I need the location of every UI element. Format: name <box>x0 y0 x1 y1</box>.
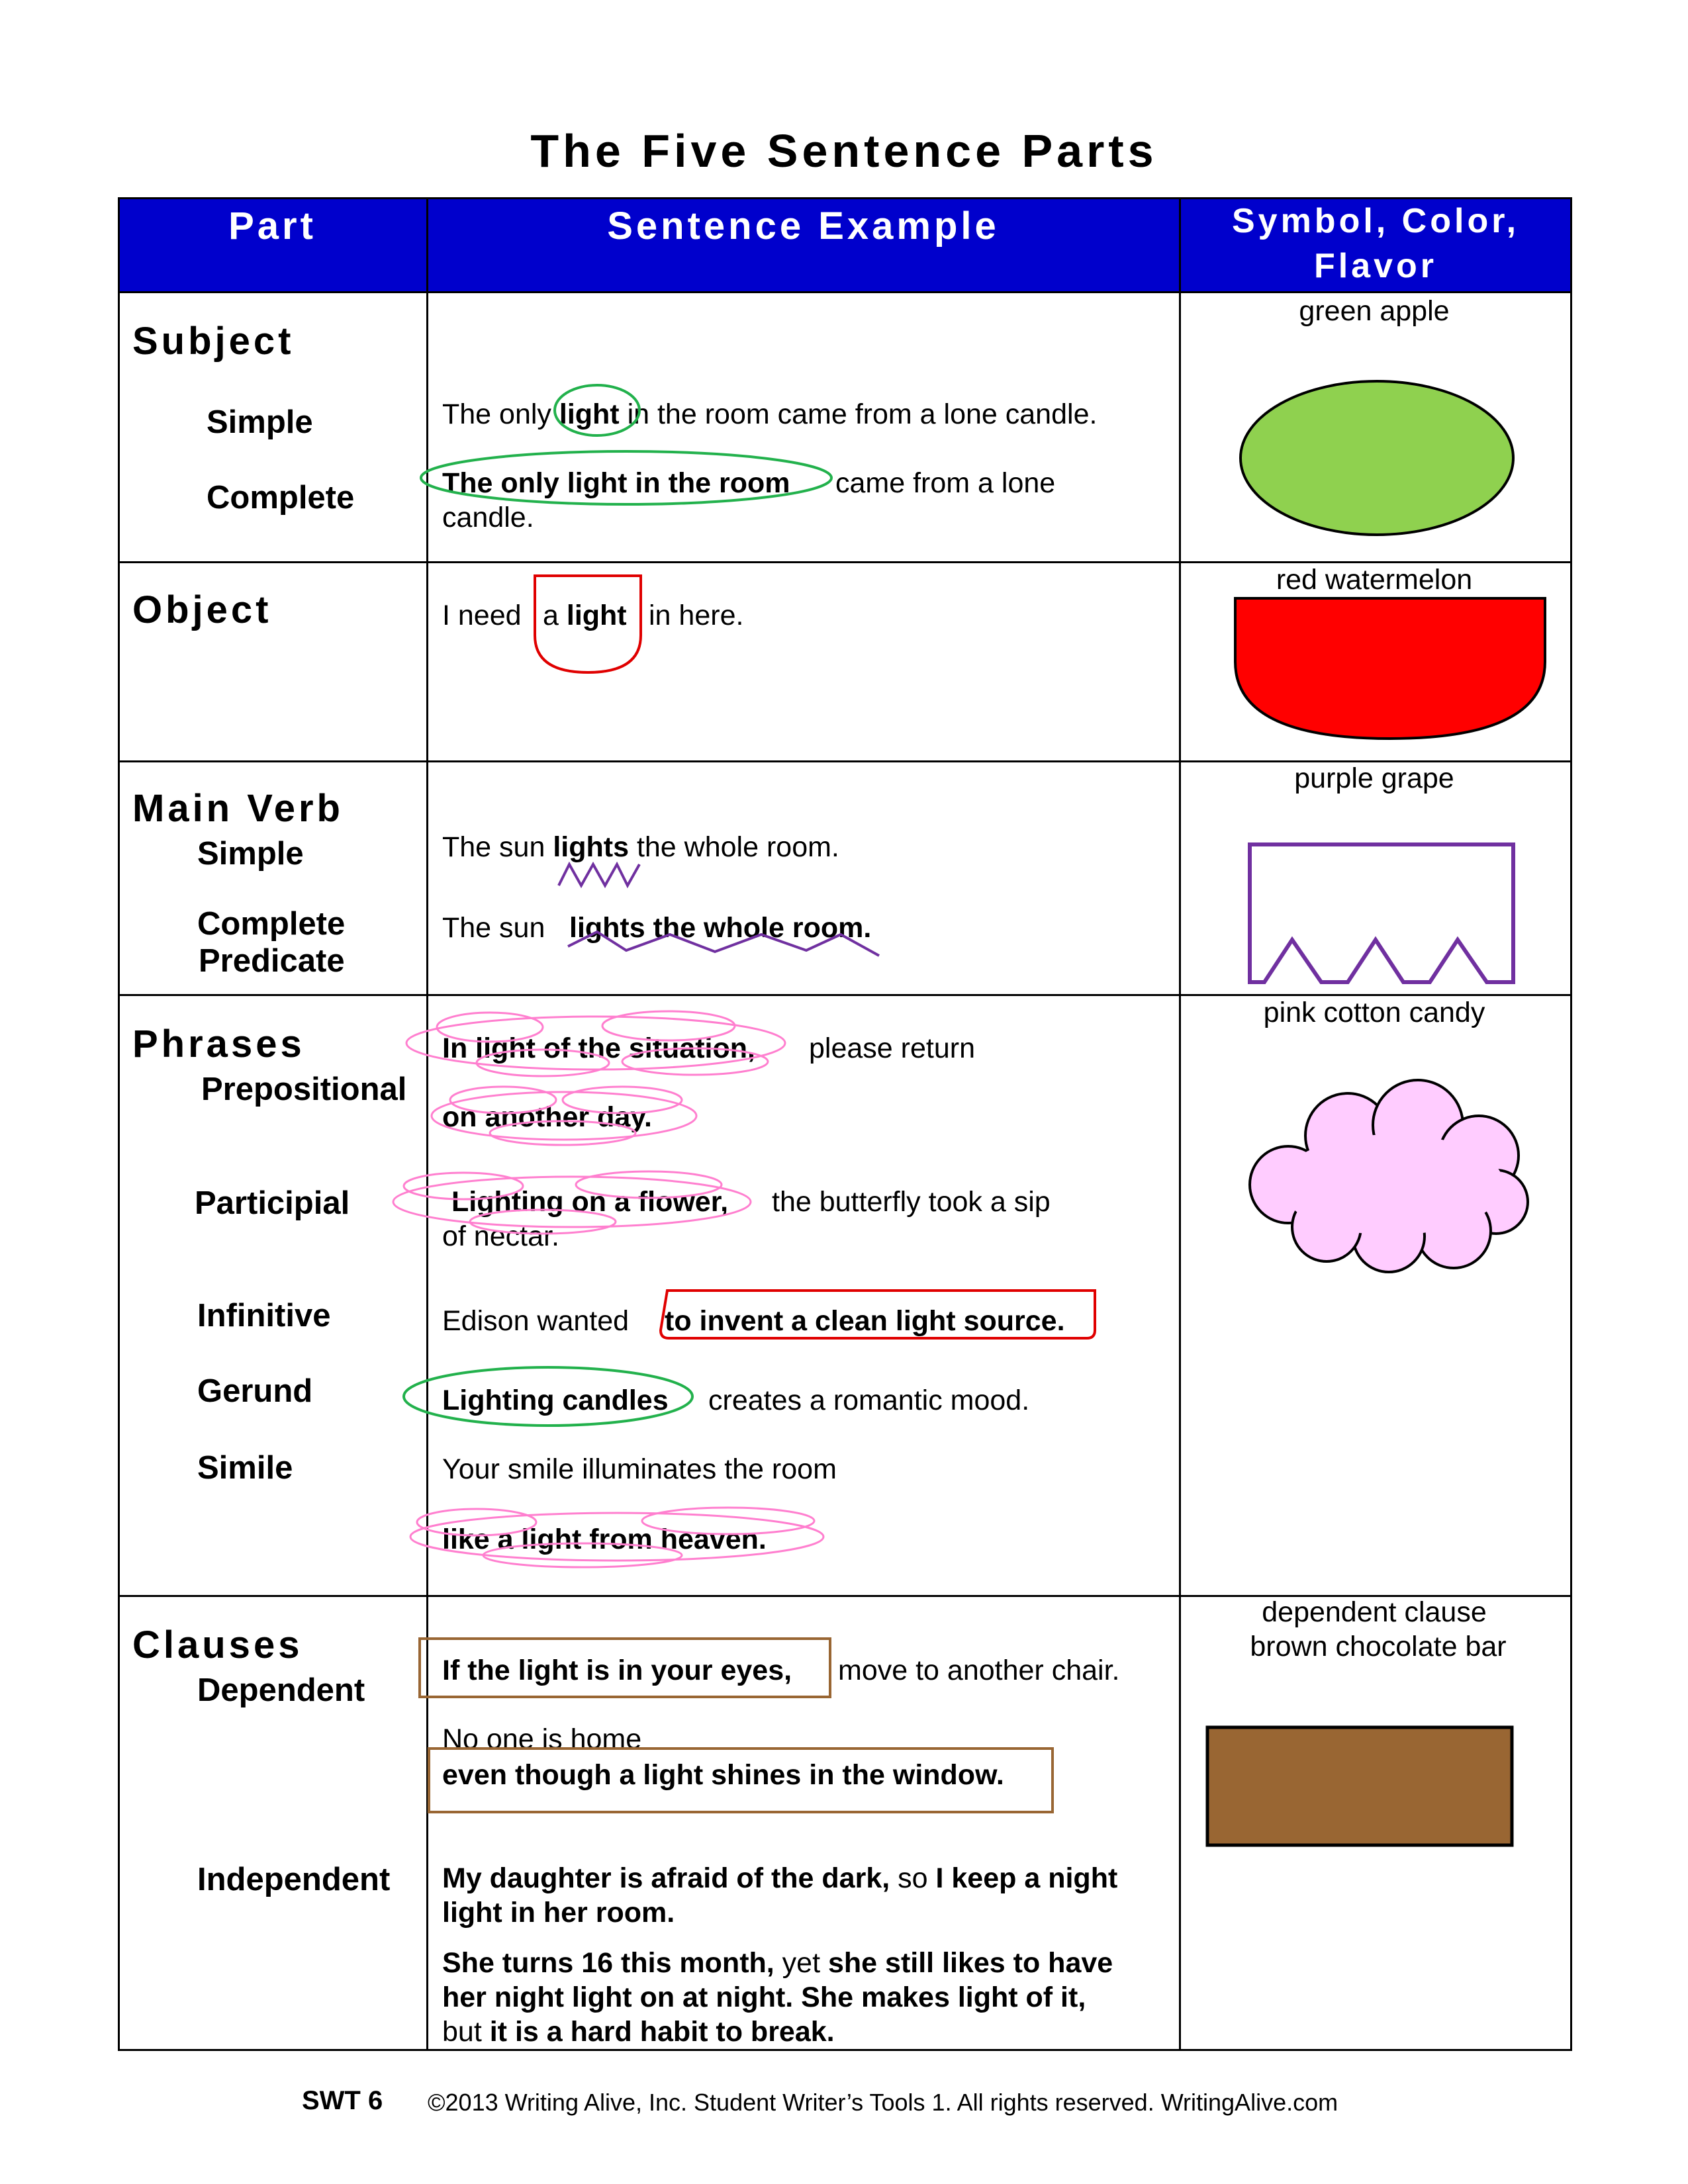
header-symbol-line1: Symbol, Color, <box>1231 202 1520 240</box>
phrase-participial-label: Participial <box>195 1185 350 1221</box>
clauses-symbol-caption-line2: brown chocolate bar <box>1250 1631 1507 1662</box>
purple-grape-symbol <box>1250 844 1513 982</box>
subject-complete-example-bold: The only light in the room <box>442 467 790 499</box>
dependent-box-1 <box>420 1639 830 1697</box>
phrases-symbol-caption: pink cotton candy <box>1263 997 1485 1028</box>
subject-complete-example-end: candle. <box>442 502 534 533</box>
object-cup-outline <box>535 576 641 672</box>
header-symbol-line2: Flavor <box>1313 247 1438 285</box>
prep-example-bold-2: on another day. <box>442 1101 652 1133</box>
verb-complete-example-start: The sun <box>442 912 545 944</box>
object-symbol-caption: red watermelon <box>1276 564 1473 596</box>
red-watermelon-symbol <box>1235 598 1545 739</box>
verb-complete-label: Complete <box>197 906 346 942</box>
independent-example-1-line2: light in her room. <box>442 1897 675 1929</box>
pink-cotton-candy-core <box>1279 1134 1504 1235</box>
prep-cloud-1 <box>406 1011 785 1076</box>
verb-simple-label: Simple <box>197 836 304 872</box>
header-sentence-example: Sentence Example <box>607 205 1000 248</box>
part-clauses: Clauses <box>132 1623 303 1666</box>
object-example-end: in here. <box>649 600 744 631</box>
phrase-prepositional-label: Prepositional <box>201 1071 407 1107</box>
green-apple-symbol <box>1241 381 1513 535</box>
part-object: Object <box>132 588 272 631</box>
verb-complete-example-predicate: lights the whole room. <box>569 912 872 944</box>
dependent-example-2-start: No one is home <box>442 1723 642 1755</box>
object-example-target: a light <box>543 600 627 631</box>
subject-simple-label: Simple <box>207 404 313 440</box>
gerund-example-bold: Lighting candles <box>442 1385 669 1416</box>
subject-symbol-caption: green apple <box>1299 295 1450 327</box>
part-main-verb: Main Verb <box>132 787 344 830</box>
simile-example-start: Your smile illuminates the room <box>442 1453 837 1485</box>
footer-code: SWT 6 <box>302 2086 383 2115</box>
infinitive-box <box>661 1291 1095 1338</box>
phrase-simile-label: Simile <box>197 1450 293 1486</box>
subject-complete-label: Complete <box>207 480 355 516</box>
independent-example-2-line1: She turns 16 this month, yet she still likes to have <box>442 1947 1113 1979</box>
page-title: The Five Sentence Parts <box>530 125 1158 177</box>
dependent-example-1-bold: If the light is in your eyes, <box>442 1655 792 1686</box>
simile-cloud <box>410 1508 823 1567</box>
dependent-box-2 <box>429 1749 1053 1812</box>
footer-copyright: ©2013 Writing Alive, Inc. Student Writer’s Tools 1. All rights reserved. WritingAlive.com <box>428 2089 1338 2116</box>
subject-simple-circle <box>555 385 639 435</box>
independent-example-2-line2: her night light on at night. She makes light of it, <box>442 1981 1086 2013</box>
infinitive-example-start: Edison wanted <box>442 1305 630 1337</box>
header-part: Part <box>228 205 316 248</box>
phrase-gerund-label: Gerund <box>197 1373 313 1409</box>
prep-cloud-2 <box>432 1087 696 1145</box>
independent-example-1-line1: My daughter is afraid of the dark, so I keep a night <box>442 1862 1118 1894</box>
subject-complete-example-rest: came from a lone <box>835 467 1056 499</box>
prep-example-bold: In light of the situation, <box>442 1032 755 1064</box>
simile-example-bold: like a light from heaven. <box>442 1524 767 1555</box>
verb-symbol-caption: purple grape <box>1294 762 1454 794</box>
part-phrases: Phrases <box>132 1023 305 1066</box>
gerund-example-rest: creates a romantic mood. <box>708 1385 1030 1416</box>
subject-simple-example: The only light in the room came from a lone candle. <box>442 398 1098 430</box>
participial-example-end: of nectar. <box>442 1220 559 1252</box>
verb-complete-zigzag <box>568 932 879 956</box>
independent-example-2-line3: but it is a hard habit to break. <box>442 2016 835 2048</box>
object-example-start: I need <box>442 600 522 631</box>
gerund-circle <box>404 1367 692 1426</box>
prep-example-rest: please return <box>809 1032 975 1064</box>
infinitive-example-bold: to invent a clean light source. <box>665 1305 1065 1337</box>
dependent-example-1-rest: move to another chair. <box>838 1655 1120 1686</box>
participial-example-rest: the butterfly took a sip <box>772 1186 1051 1218</box>
clauses-symbol-caption-line1: dependent clause <box>1262 1596 1487 1628</box>
phrase-infinitive-label: Infinitive <box>197 1298 331 1334</box>
participial-cloud <box>393 1171 751 1234</box>
clause-dependent-label: Dependent <box>197 1672 365 1708</box>
subject-complete-circle <box>421 451 831 504</box>
verb-simple-example: The sun lights the whole room. <box>442 831 839 863</box>
brown-chocolate-bar-symbol <box>1207 1727 1512 1845</box>
participial-example-bold: Lighting on a flower, <box>451 1186 729 1218</box>
verb-predicate-label: Predicate <box>199 943 345 979</box>
dependent-example-2-bold: even though a light shines in the window. <box>442 1759 1004 1791</box>
verb-simple-zigzag <box>559 864 639 886</box>
clause-independent-label: Independent <box>197 1862 391 1897</box>
part-subject: Subject <box>132 320 295 363</box>
